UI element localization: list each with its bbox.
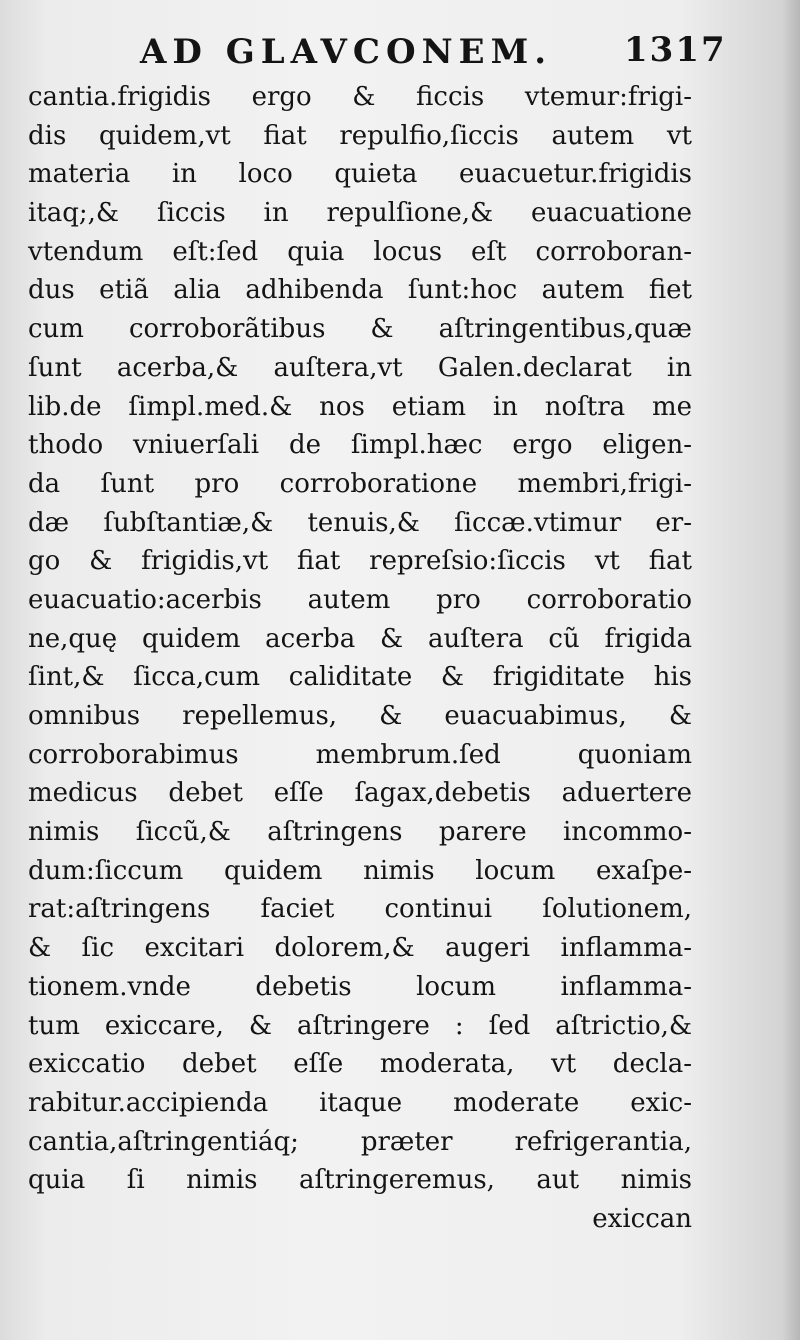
text-line: cantia,aſtringentiáq; præter refrigerantia, xyxy=(28,1126,692,1157)
text-line: cum corroborãtibus & aſtringentibus,quæ xyxy=(28,314,692,345)
text-line: euacuatio:acerbis autem pro corroboratio xyxy=(28,584,692,615)
text-line: cantia.frigidis ergo & ficcis vtemur:frigi- xyxy=(28,82,692,112)
text-line: corroborabimus membrum.ſed quoniam xyxy=(28,739,692,770)
page-number: 1317 xyxy=(624,30,727,70)
text-line: vtendum eſt:ſed quia locus eſt corroboran- xyxy=(28,236,692,267)
text-line: dus etiã alia adhibenda ſunt:hoc autem fiet xyxy=(28,275,692,306)
text-line: itaq;,& ſiccis in repulſione,& euacuatione xyxy=(28,198,692,229)
text-line: materia in loco quieta euacuetur.frigidis xyxy=(28,159,692,190)
page-edge-shadow xyxy=(782,0,800,1340)
text-line: tionem.vnde debetis locum inflamma- xyxy=(28,971,692,1002)
text-line: exiccatio debet eſſe moderata, vt decla- xyxy=(28,1049,692,1080)
text-line: medicus debet eſſe ſagax,debetis aduertere xyxy=(28,778,692,809)
text-line: quia ſi nimis aſtringeremus, aut nimis xyxy=(28,1165,692,1196)
text-line: ſunt acerba,& auſtera,vt Galen.declarat in xyxy=(28,352,692,383)
text-line: dæ ſubſtantiæ,& tenuis,& ſiccæ.vtimur er- xyxy=(28,507,692,538)
catchword: exiccan xyxy=(592,1203,692,1234)
text-line: go & frigidis,vt fiat repreſsio:ſiccis vt fiat xyxy=(28,546,692,577)
text-line: da ſunt pro corroboratione membri,frigi- xyxy=(28,468,692,499)
running-head-title: AD GLAVCONEM. xyxy=(140,32,553,72)
text-line: ſint,& ſicca,cum caliditate & frigiditate his xyxy=(28,662,692,693)
text-line: & ſic excitari dolorem,& augeri inflamma- xyxy=(28,933,692,964)
text-line: ne,quę quidem acerba & auſtera cũ frigida xyxy=(28,623,692,654)
text-line: dis quidem,vt fiat repulfio,ſiccis autem vt xyxy=(28,120,692,151)
text-line: nimis ſiccũ,& aſtringens parere incommo- xyxy=(28,817,692,848)
text-line: tum exiccare, & aſtringere : ſed aſtrictio,& xyxy=(28,1010,692,1041)
text-line: rabitur.accipienda itaque moderate exic- xyxy=(28,1087,692,1118)
text-line: dum:ſiccum quidem nimis locum exaſpe- xyxy=(28,855,692,886)
text-line: lib.de ſimpl.med.& nos etiam in noſtra me xyxy=(28,391,692,422)
running-head xyxy=(0,22,800,78)
text-line: rat:aſtringens faciet continui ſolutionem, xyxy=(28,894,692,925)
text-line: omnibus repellemus, & euacuabimus, & xyxy=(28,701,692,731)
body-text xyxy=(28,78,692,1239)
text-line: thodo vniuerſali de ſimpl.hæc ergo eligen- xyxy=(28,430,692,461)
